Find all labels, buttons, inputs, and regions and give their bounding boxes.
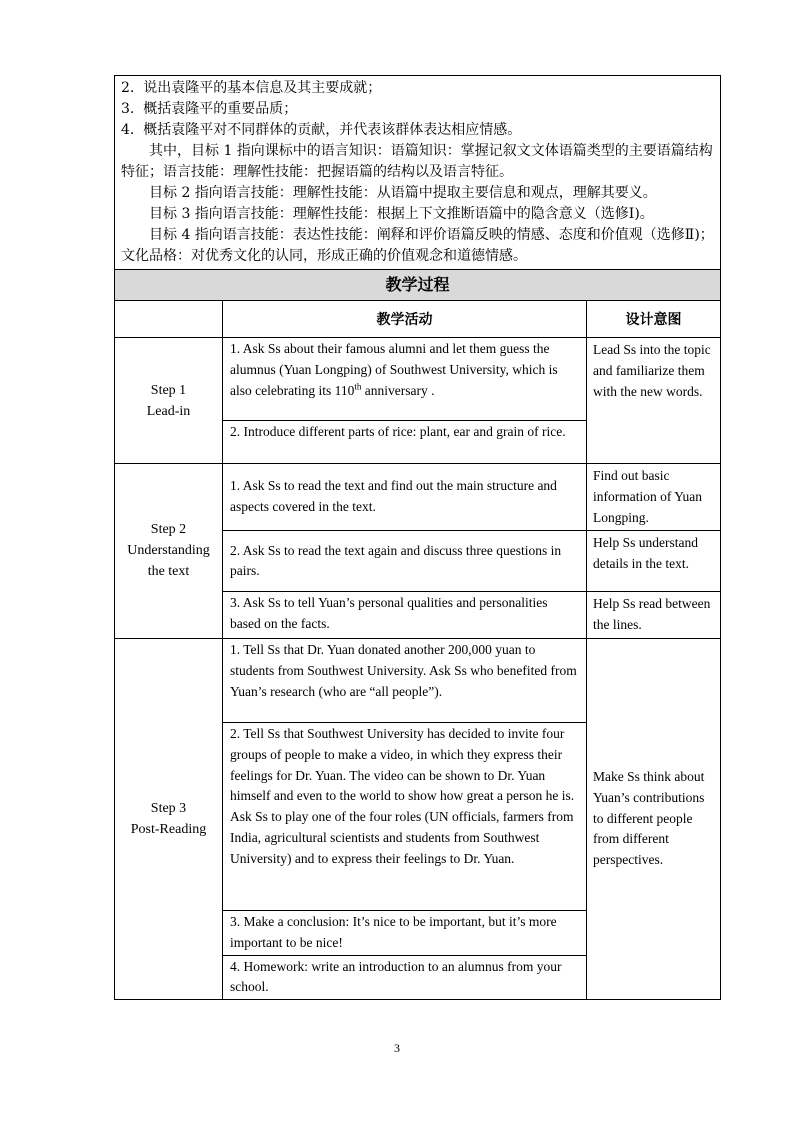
step2-activity-3: 3. Ask Ss to tell Yuan’s personal qualities and personalities based on the facts.	[223, 592, 587, 639]
process-header-row	[115, 270, 721, 301]
column-header-row	[115, 301, 721, 338]
step1-activity-1-sup: th	[354, 381, 362, 392]
step3-label	[115, 638, 223, 999]
step2-activity-2: 2. Ask Ss to read the text again and discuss three questions in pairs.	[223, 531, 587, 592]
step2-title-2: the text	[147, 564, 190, 580]
step1-title: Lead-in	[146, 403, 191, 419]
step3-activity-4: 4. Homework: write an introduction to an alumnus from your school.	[223, 955, 587, 1000]
activity-column-header: 教学活动	[223, 301, 587, 338]
objective-item-3: 3. 概括袁隆平的重要品质；	[121, 101, 298, 117]
lesson-plan-table	[114, 75, 721, 1000]
step2-label	[115, 464, 223, 639]
intent-column-header: 设计意图	[587, 301, 721, 338]
step1-activity-1	[223, 338, 587, 421]
step2-title-1: Understanding	[127, 543, 210, 559]
step3-title: Post-Reading	[130, 822, 207, 838]
step3-activity-3: 3. Make a conclusion: It’s nice to be important, but it’s more important to be nice!	[223, 910, 587, 955]
step2-intent-3: Help Ss read between the lines.	[587, 592, 721, 639]
objective-note-3: 目标 3 指向语言技能：理解性技能：根据上下文推断语篇中的隐含意义（选修Ⅰ)。	[149, 206, 654, 222]
objective-note-4: 目标 4 指向语言技能：表达性技能：阐释和评价语篇反映的情感、态度和价值观（选修Ⅱ)；文化品格：对优秀文化的认同，形成正确的价值观念和道德情感。	[121, 227, 714, 264]
step1-intent: Lead Ss into the topic and familiarize them with the new words.	[587, 338, 721, 464]
step2-intent-1: Find out basic information of Yuan Longping.	[587, 464, 721, 531]
step1-activity-1-end: anniversary .	[361, 382, 435, 398]
step3-row-1	[115, 638, 721, 722]
step1-label	[115, 338, 223, 464]
step1-activity-1-text: 1. Ask Ss about their famous alumni and let them guess the alumnus (Yuan Longping) of Southwest University, which is also celebrating its 110	[230, 341, 558, 398]
step3-activity-1: 1. Tell Ss that Dr. Yuan donated another 200,000 yuan to students from Southwest University. Ask Ss who benefited from Yuan’s research (who are “all people”).	[223, 638, 587, 722]
lesson-plan-page	[114, 75, 720, 1000]
step-column-header	[115, 301, 223, 338]
page-number: 3	[394, 1041, 400, 1055]
step1-number: Step 1	[150, 382, 187, 398]
step3-intent: Make Ss think about Yuan’s contributions to different people from different perspectives.	[587, 638, 721, 999]
step2-number: Step 2	[150, 522, 187, 538]
step2-intent-2: Help Ss understand details in the text.	[587, 531, 721, 592]
objective-note-1: 其中，目标 1 指向课标中的语言知识：语篇知识：掌握记叙文文体语篇类型的主要语篇结构特征；语言技能：理解性技能：把握语篇的结构以及语言特征。	[121, 143, 713, 180]
process-title: 教学过程	[115, 270, 721, 301]
objective-note-2: 目标 2 指向语言技能：理解性技能：从语篇中提取主要信息和观点，理解其要义。	[149, 185, 657, 201]
objective-item-4: 4. 概括袁隆平对不同群体的贡献，并代表该群体表达相应情感。	[121, 122, 522, 138]
step2-row-1	[115, 464, 721, 531]
objectives-cell	[115, 76, 721, 270]
objectives-row	[115, 76, 721, 270]
step1-activity-2: 2. Introduce different parts of rice: plant, ear and grain of rice.	[223, 421, 587, 464]
step3-activity-2: 2. Tell Ss that Southwest University has decided to invite four groups of people to make a video, in which they express their feelings for Dr. Yuan. The video can be shown to Dr. Yuan himself and even to the world to show how great a person he is. Ask Ss to play one of the four roles (UN officials, farmers from India, agricultural scientists and students from Southwest University) and to express their feelings to Dr. Yuan.	[223, 722, 587, 910]
objective-item-2: 2. 说出袁隆平的基本信息及其主要成就；	[121, 80, 382, 96]
step2-activity-1: 1. Ask Ss to read the text and find out the main structure and aspects covered in the text.	[223, 464, 587, 531]
step3-number: Step 3	[150, 801, 187, 817]
step1-row-1	[115, 338, 721, 421]
